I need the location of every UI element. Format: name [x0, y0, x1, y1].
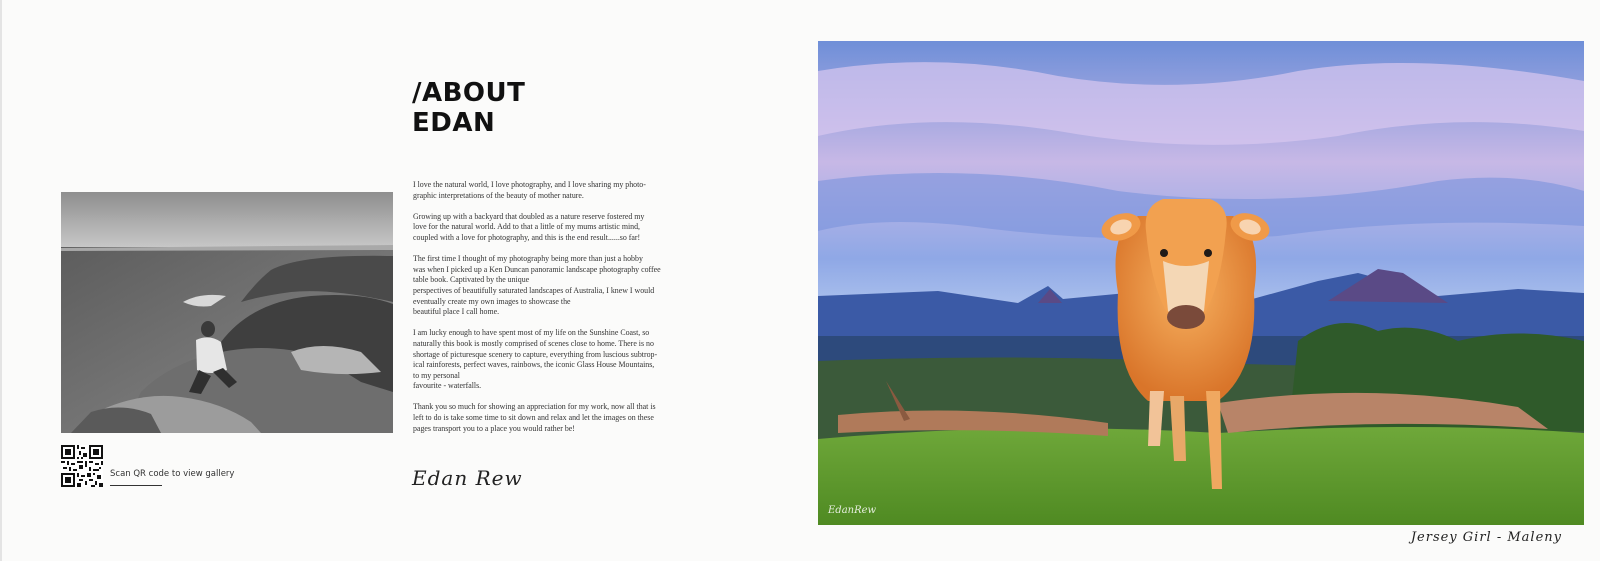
- page-edge: [0, 0, 2, 561]
- qr-code[interactable]: [61, 445, 103, 487]
- portrait-photo: [61, 192, 393, 433]
- paragraph: Thank you so much for showing an appreciation for my work, now all that is left to do is take some time to sit down and relax and let the images on these pages transport you to a place you would rather be!: [413, 402, 656, 433]
- paragraph: I am lucky enough to have spent most of my life on the Sunshine Coast, so naturally this book is mostly comprised of scenes close to home. There is no shortage of picturesque scenery to capture, everything from luscious subtrop- ical rainforests, perfect waves, rainbows, the iconic Glass House Mountains, to my personal favourite - waterfalls.: [413, 328, 658, 391]
- qr-caption: Scan QR code to view gallery: [110, 469, 235, 479]
- landscape-photo: [818, 41, 1584, 525]
- photo-watermark: EdanRew: [828, 505, 877, 516]
- paragraph: The first time I thought of my photography being more than just a hobby was when I picked up a Ken Duncan panoramic landscape photography coffee table book. Captivated by the unique perspectives of beautifully saturated landscapes of Australia, I knew I would eventually create my own images to showcase the beautiful place I call home.: [413, 254, 661, 317]
- paragraph: Growing up with a backyard that doubled as a nature reserve fostered my love for the natural world. Add to that a little of my mums artistic mind, coupled with a love for photography, and this is the end result......so far!: [413, 211, 645, 242]
- photo-caption: Jersey Girl - Maleny: [1410, 530, 1562, 545]
- signature: Edan Rew: [412, 466, 523, 490]
- paragraph: I love the natural world, I love photography, and I love sharing my photo- graphic interpretations of the beauty of mother nature.: [413, 180, 646, 200]
- about-text: [413, 180, 675, 445]
- title-line-1: /ABOUT: [412, 78, 526, 108]
- page-title: [412, 78, 525, 138]
- qr-caption-underline: [110, 485, 162, 486]
- title-line-2: EDAN: [412, 108, 496, 138]
